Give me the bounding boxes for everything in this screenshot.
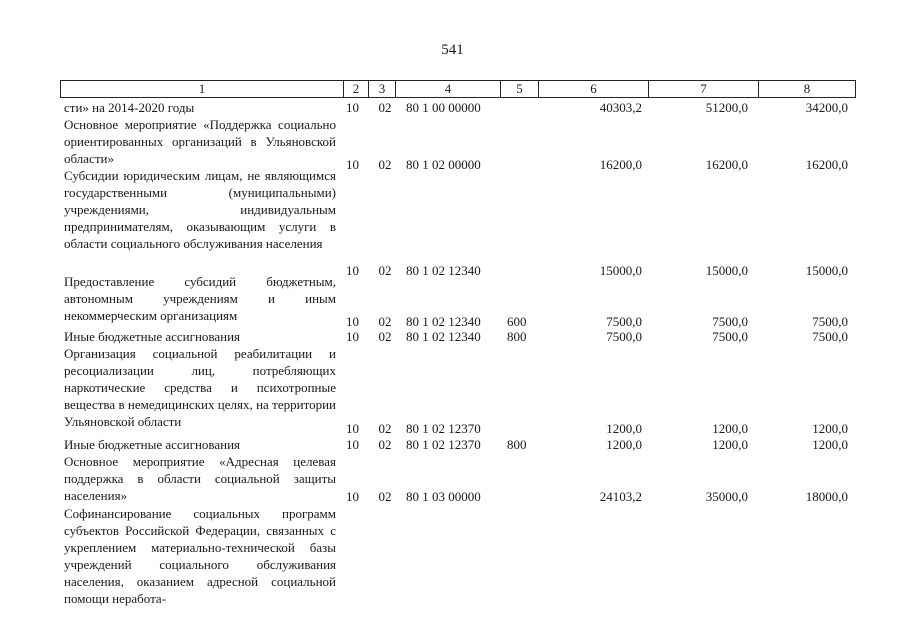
cell-amount-2016: 34200,0 — [805, 100, 848, 115]
cell-amount-2014: 24103,2 — [599, 489, 642, 504]
cell-subsection: 02 — [378, 157, 392, 172]
page-number: 541 — [441, 42, 464, 58]
cell-amount-2016: 1200,0 — [812, 421, 848, 436]
table-header — [60, 80, 856, 98]
cell-amount-2016: 15000,0 — [805, 263, 848, 278]
cell-expense-type: 800 — [507, 329, 527, 344]
cell-amount-2014: 15000,0 — [599, 263, 642, 278]
cell-amount-2015: 7500,0 — [712, 314, 748, 329]
cell-amount-2016: 16200,0 — [805, 157, 848, 172]
cell-target-code: 80 1 02 12370 — [406, 437, 481, 452]
cell-target-code: 80 1 00 00000 — [406, 100, 481, 115]
cell-target-code: 80 1 02 12340 — [406, 263, 481, 278]
header-col-7: 7 — [649, 81, 759, 97]
row-description: Иные бюджетные ассигнования — [64, 437, 241, 452]
header-col-2: 2 — [344, 81, 369, 97]
cell-amount-2014: 1200,0 — [606, 421, 642, 436]
cell-amount-2016: 7500,0 — [812, 329, 848, 344]
cell-subsection: 02 — [378, 437, 392, 452]
cell-target-code: 80 1 02 12340 — [406, 329, 481, 344]
cell-amount-2015: 7500,0 — [712, 329, 748, 344]
cell-amount-2014: 1200,0 — [606, 437, 642, 452]
row-description: Основное мероприятие «Поддержка социально ориентированных организаций в Ульяновской области» — [64, 117, 336, 166]
cell-amount-2015: 51200,0 — [705, 100, 748, 115]
cell-amount-2015: 35000,0 — [705, 489, 748, 504]
cell-amount-2016: 18000,0 — [805, 489, 848, 504]
header-col-5: 5 — [501, 81, 539, 97]
cell-subsection: 02 — [378, 421, 392, 436]
cell-target-code: 80 1 02 12370 — [406, 421, 481, 436]
header-col-4: 4 — [396, 81, 501, 97]
cell-section: 10 — [346, 489, 359, 504]
cell-amount-2014: 16200,0 — [599, 157, 642, 172]
cell-target-code: 80 1 02 12340 — [406, 314, 481, 329]
row-description: Иные бюджетные ассигнования — [64, 329, 241, 344]
header-col-3: 3 — [369, 81, 396, 97]
cell-amount-2016: 7500,0 — [812, 314, 848, 329]
cell-section: 10 — [346, 437, 359, 452]
cell-section: 10 — [346, 157, 359, 172]
cell-amount-2014: 40303,2 — [599, 100, 642, 115]
row-description: сти» на 2014-2020 годы — [64, 100, 195, 115]
cell-amount-2016: 1200,0 — [812, 437, 848, 452]
cell-target-code: 80 1 02 00000 — [406, 157, 481, 172]
cell-subsection: 02 — [378, 263, 392, 278]
cell-amount-2015: 15000,0 — [705, 263, 748, 278]
cell-section: 10 — [346, 329, 359, 344]
row-description: Организация социальной реабилитации и ресоциализации лиц, потребляющих наркотические средства и психотропные вещества в немедицинских целях, на территории Ульяновской области — [64, 346, 336, 429]
row-description: Субсидии юридическим лицам, не являющимся государственными (муниципальными) учреждениями, индивидуальным предпринимателям, оказывающим услуги в области социального обслуживания населения — [64, 168, 336, 251]
header-col-1: 1 — [61, 81, 344, 97]
row-description: Софинансирование социальных программ субъектов Российской Федерации, связанных с укреплением материально-технической базы учреждений социального обслуживания населения, оказанием адресной социальной помощи неработа- — [64, 506, 336, 606]
row-description: Основное мероприятие «Адресная целевая поддержка в области социальной защиты населения» — [64, 454, 336, 503]
cell-target-code: 80 1 03 00000 — [406, 489, 481, 504]
cell-amount-2014: 7500,0 — [606, 314, 642, 329]
cell-amount-2014: 7500,0 — [606, 329, 642, 344]
cell-subsection: 02 — [378, 489, 392, 504]
cell-expense-type: 600 — [507, 314, 527, 329]
cell-subsection: 02 — [378, 329, 392, 344]
row-description: Предоставление субсидий бюджетным, автономным учреждениям и иным некоммерческим организациям — [64, 274, 336, 323]
cell-amount-2015: 16200,0 — [705, 157, 748, 172]
header-col-6: 6 — [539, 81, 649, 97]
cell-expense-type: 800 — [507, 437, 527, 452]
header-col-8: 8 — [803, 81, 811, 96]
cell-section: 10 — [346, 100, 359, 115]
cell-section: 10 — [346, 421, 359, 436]
cell-amount-2015: 1200,0 — [712, 437, 748, 452]
cell-amount-2015: 1200,0 — [712, 421, 748, 436]
cell-section: 10 — [346, 314, 359, 329]
cell-subsection: 02 — [378, 100, 392, 115]
cell-section: 10 — [346, 263, 359, 278]
cell-subsection: 02 — [378, 314, 392, 329]
